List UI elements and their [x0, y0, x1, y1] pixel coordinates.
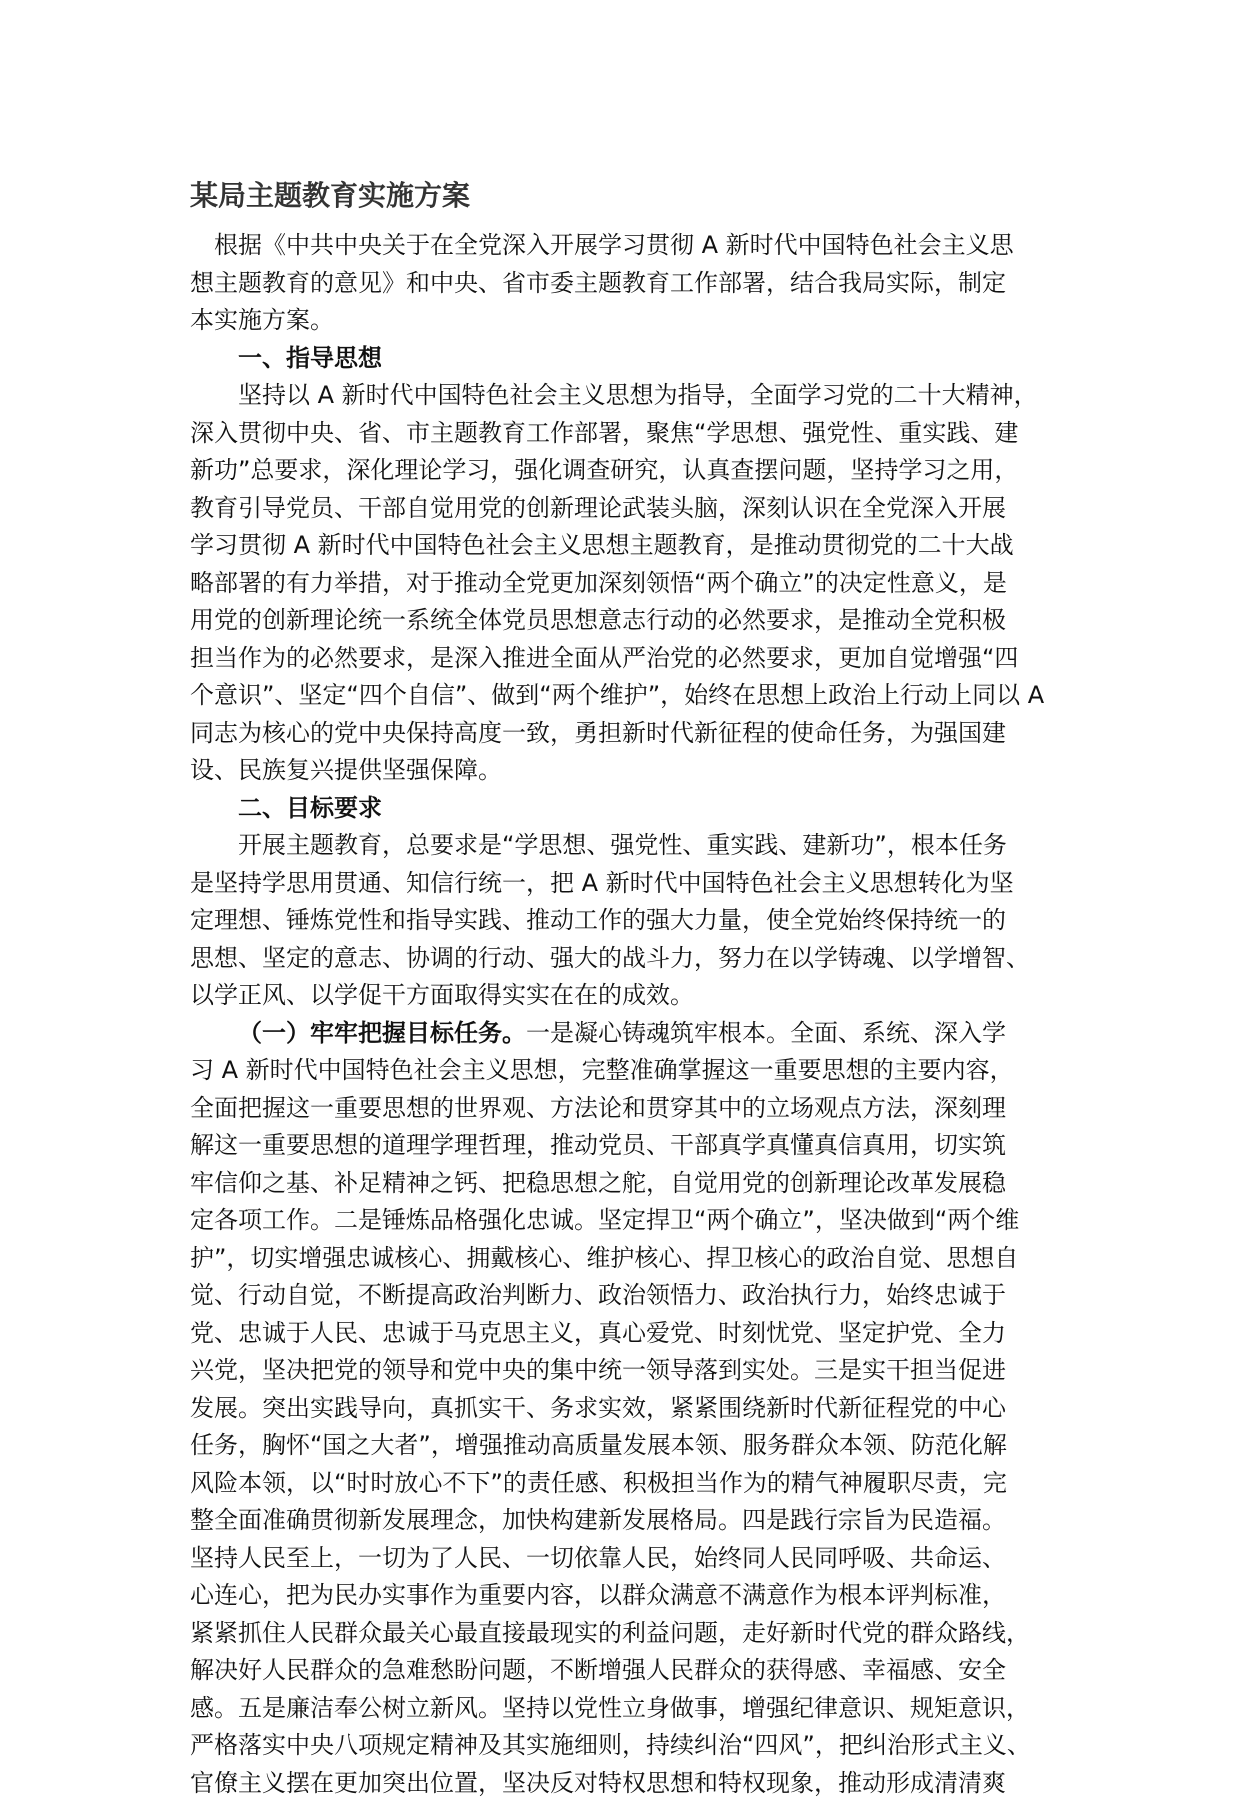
section-line: 同志为核心的党中央保持高度一致，勇担新时代新征程的使命任务，为强国建 — [190, 715, 1050, 753]
subsection-line: 风险本领，以“时时放心不下”的责任感、积极担当作为的精气神履职尽责，完 — [190, 1465, 1050, 1503]
subsection-line: 兴党，坚决把党的领导和党中央的集中统一领导落到实处。三是实干担当促进 — [190, 1352, 1050, 1390]
section-line: 开展主题教育，总要求是“学思想、强党性、重实践、建新功”，根本任务 — [190, 827, 1050, 865]
subsection-first-line-text: 一是凝心铸魂筑牢根本。全面、系统、深入学 — [526, 1019, 1006, 1047]
subsection-line: 整全面准确贯彻新发展理念，加快构建新发展格局。四是践行宗旨为民造福。 — [190, 1502, 1050, 1540]
section-line: 学习贯彻 A 新时代中国特色社会主义思想主题教育，是推动贯彻党的二十大战 — [190, 527, 1050, 565]
subsection-line: 坚持人民至上，一切为了人民、一切依靠人民，始终同人民同呼吸、共命运、 — [190, 1540, 1050, 1578]
section-line: 是坚持学思用贯通、知信行统一，把 A 新时代中国特色社会主义思想转化为坚 — [190, 865, 1050, 903]
subsection-line: 官僚主义摆在更加突出位置，坚决反对特权思想和特权现象，推动形成清清爽 — [190, 1765, 1050, 1802]
subsection-line: 感。五是廉洁奉公树立新风。坚持以党性立身做事，增强纪律意识、规矩意识， — [190, 1690, 1050, 1728]
section-line: 用党的创新理论统一系统全体党员思想意志行动的必然要求，是推动全党积极 — [190, 602, 1050, 640]
subsection-line: 党、忠诚于人民、忠诚于马克思主义，真心爱党、时刻忧党、坚定护党、全力 — [190, 1315, 1050, 1353]
intro-line: 本实施方案。 — [190, 302, 1050, 340]
section-line: 深入贯彻中央、省、市主题教育工作部署，聚焦“学思想、强党性、重实践、建 — [190, 415, 1050, 453]
subsection-line: 任务，胸怀“国之大者”，增强推动高质量发展本领、服务群众本领、防范化解 — [190, 1427, 1050, 1465]
subsection-line: 心连心，把为民办实事作为重要内容，以群众满意不满意作为根本评判标准， — [190, 1577, 1050, 1615]
section-line: 个意识”、坚定“四个自信”、做到“两个维护”，始终在思想上政治上行动上同以 A — [190, 677, 1050, 715]
subsection-line: 严格落实中央八项规定精神及其实施细则，持续纠治“四风”，把纠治形式主义、 — [190, 1727, 1050, 1765]
section-line: 略部署的有力举措，对于推动全党更加深刻领悟“两个确立”的决定性意义，是 — [190, 565, 1050, 603]
subsection-line: 觉、行动自觉，不断提高政治判断力、政治领悟力、政治执行力，始终忠诚于 — [190, 1277, 1050, 1315]
subsection-line: 解决好人民群众的急难愁盼问题，不断增强人民群众的获得感、幸福感、安全 — [190, 1652, 1050, 1690]
section-line: 教育引导党员、干部自觉用党的创新理论武装头脑，深刻认识在全党深入开展 — [190, 490, 1050, 528]
section-line: 以学正风、以学促干方面取得实实在在的成效。 — [190, 977, 1050, 1015]
section-line: 新功”总要求，深化理论学习，强化调查研究，认真查摆问题，坚持学习之用， — [190, 452, 1050, 490]
subsection-first-line — [190, 1015, 1050, 1053]
section-line: 设、民族复兴提供坚强保障。 — [190, 752, 1050, 790]
subsection-line: 全面把握这一重要思想的世界观、方法论和贯穿其中的立场观点方法，深刻理 — [190, 1090, 1050, 1128]
subsection-line: 紧紧抓住人民群众最关心最直接最现实的利益问题，走好新时代党的群众路线， — [190, 1615, 1050, 1653]
section-line: 担当作为的必然要求，是深入推进全面从严治党的必然要求，更加自觉增强“四 — [190, 640, 1050, 678]
subsection-line: 护”，切实增强忠诚核心、拥戴核心、维护核心、捍卫核心的政治自觉、思想自 — [190, 1240, 1050, 1278]
intro-line: 根据《中共中央关于在全党深入开展学习贯彻 A 新时代中国特色社会主义思 — [190, 227, 1050, 265]
section-line: 定理想、锤炼党性和指导实践、推动工作的强大力量，使全党始终保持统一的 — [190, 902, 1050, 940]
document-body — [190, 227, 1050, 1802]
section-heading-objectives: 二、目标要求 — [190, 790, 1050, 828]
section-heading-guiding-thought: 一、指导思想 — [190, 340, 1050, 378]
subsection-line: 解这一重要思想的道理学理哲理，推动党员、干部真学真懂真信真用，切实筑 — [190, 1127, 1050, 1165]
intro-line: 想主题教育的意见》和中央、省市委主题教育工作部署，结合我局实际，制定 — [190, 265, 1050, 303]
subsection-line: 定各项工作。二是锤炼品格强化忠诚。坚定捍卫“两个确立”，坚决做到“两个维 — [190, 1202, 1050, 1240]
subsection-line: 习 A 新时代中国特色社会主义思想，完整准确掌握这一重要思想的主要内容， — [190, 1052, 1050, 1090]
subsection-heading: （一）牢牢把握目标任务。 — [238, 1019, 526, 1047]
section-line: 坚持以 A 新时代中国特色社会主义思想为指导，全面学习党的二十大精神， — [190, 377, 1050, 415]
section-line: 思想、坚定的意志、协调的行动、强大的战斗力，努力在以学铸魂、以学增智、 — [190, 940, 1050, 978]
subsection-line: 发展。突出实践导向，真抓实干、务求实效，紧紧围绕新时代新征程党的中心 — [190, 1390, 1050, 1428]
document-title: 某局主题教育实施方案 — [190, 176, 1050, 216]
subsection-line: 牢信仰之基、补足精神之钙、把稳思想之舵，自觉用党的创新理论改革发展稳 — [190, 1165, 1050, 1203]
